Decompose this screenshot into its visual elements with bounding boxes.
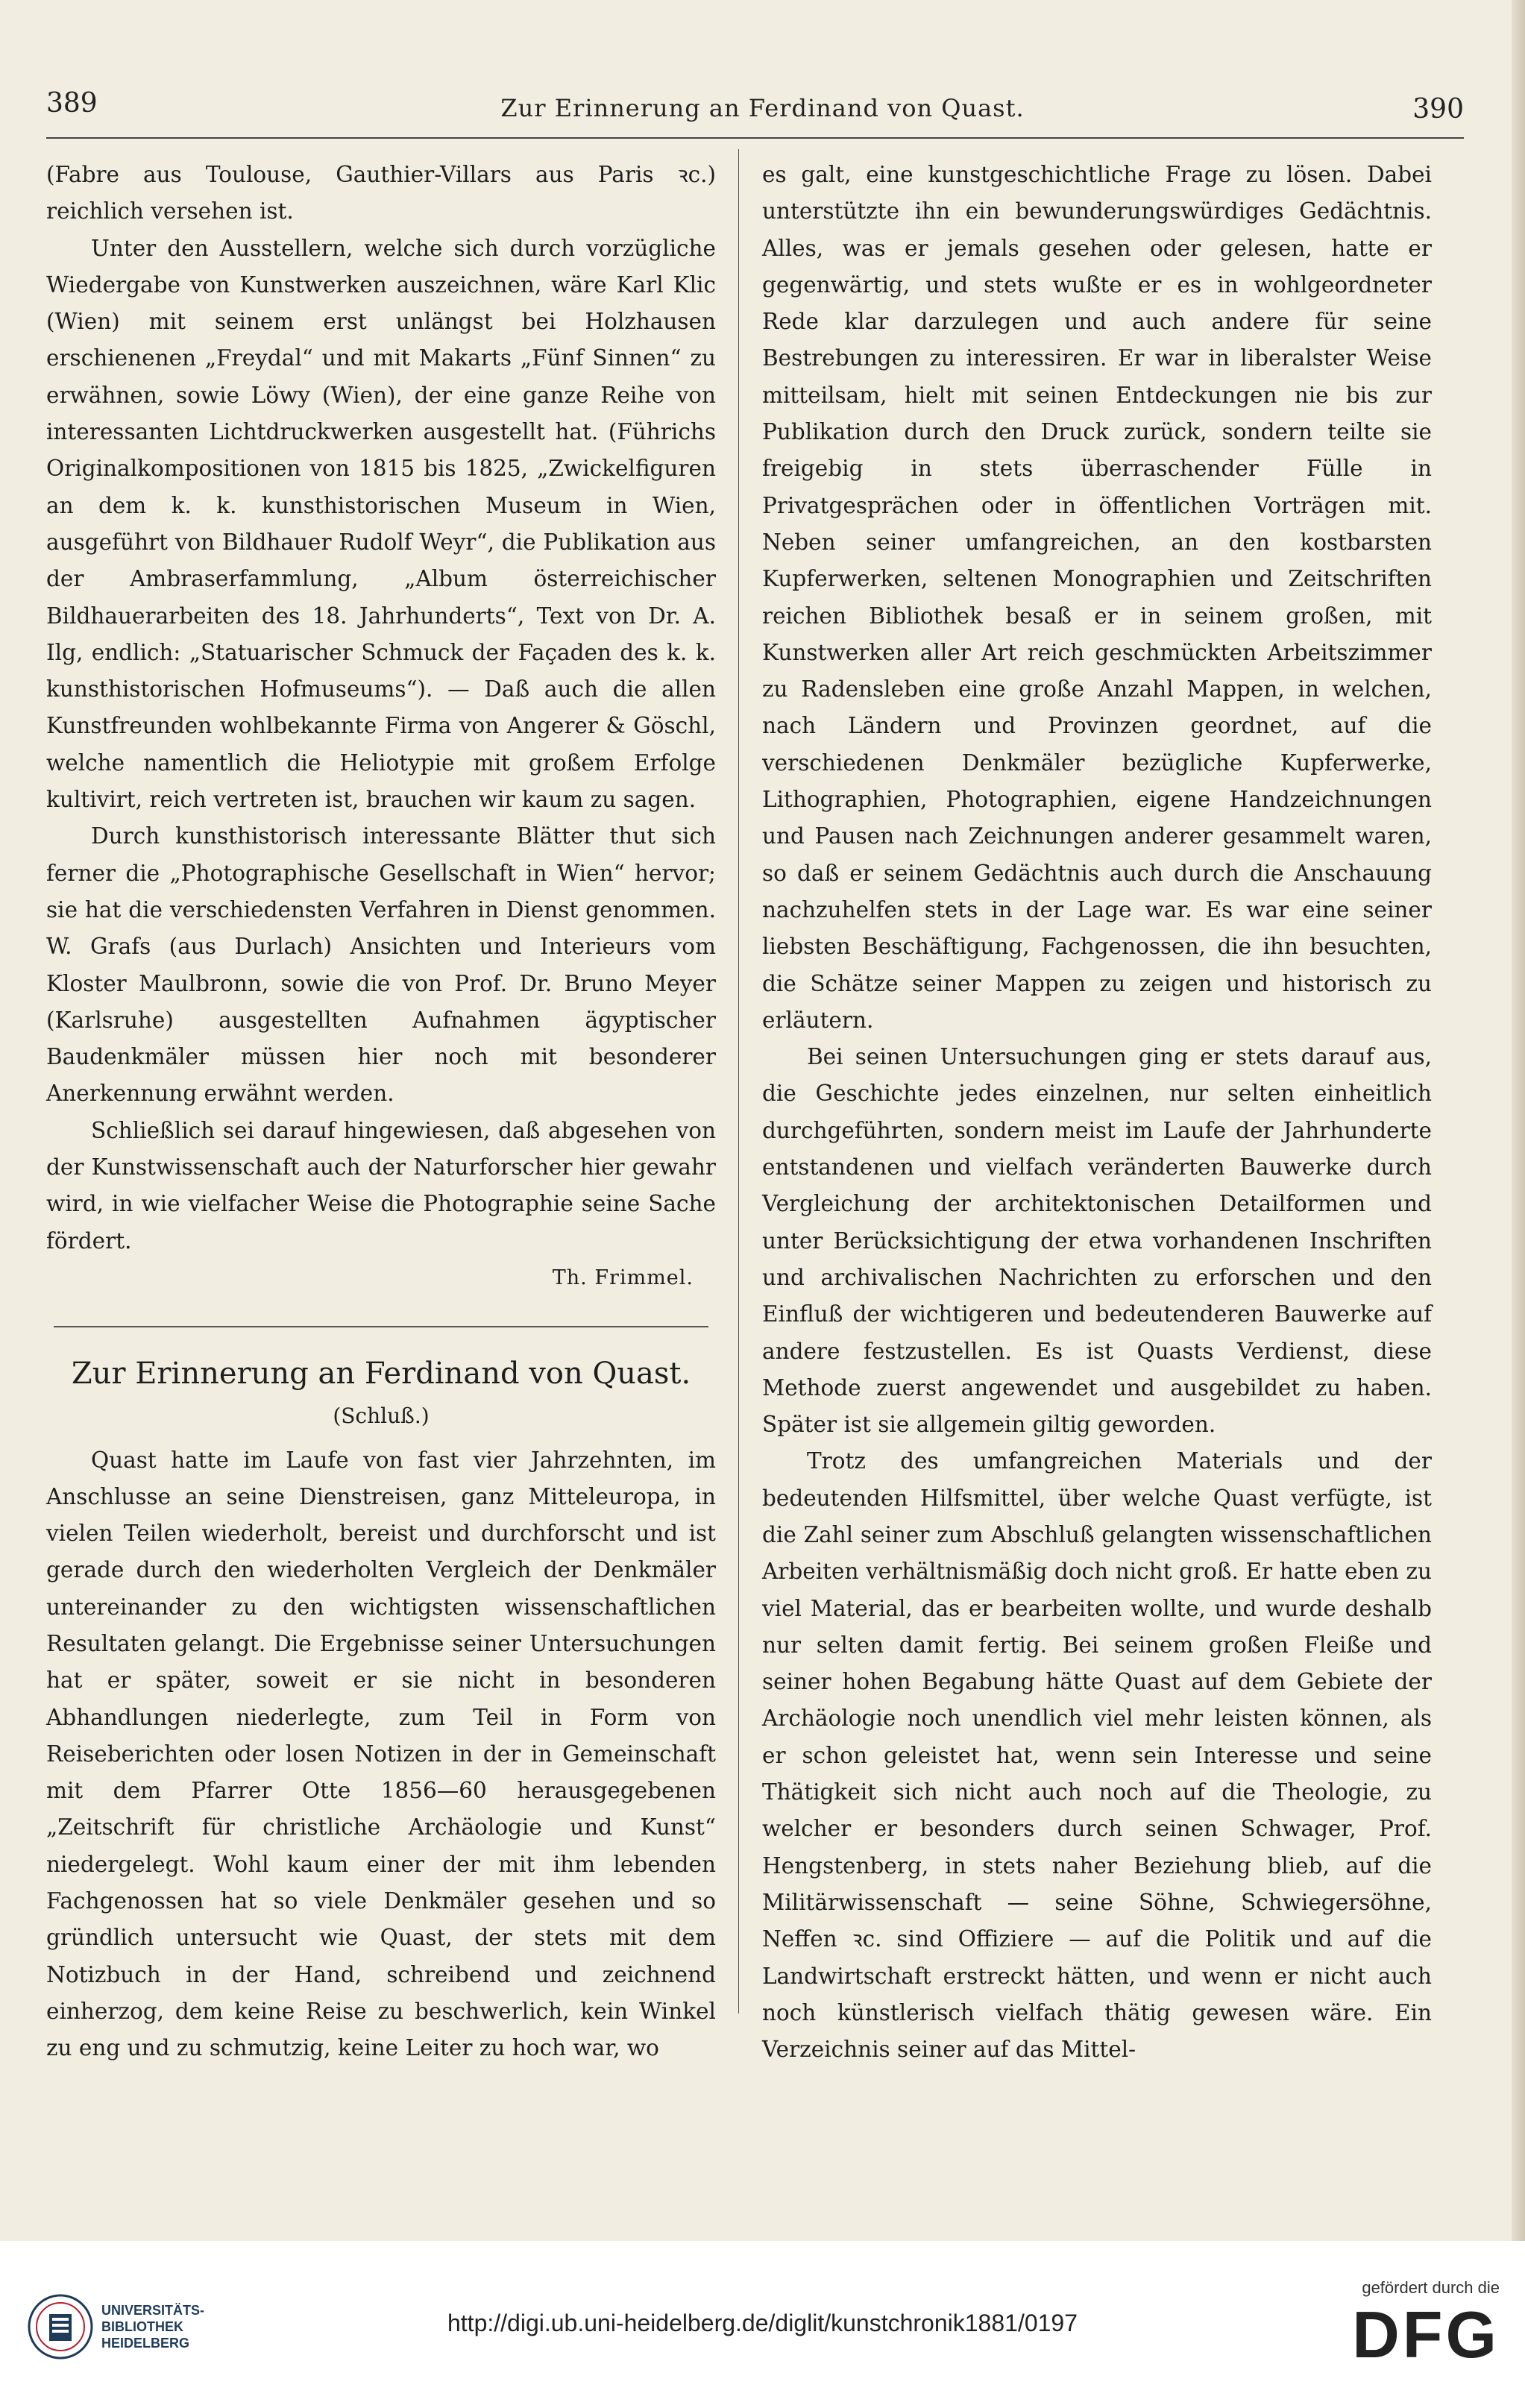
section-divider (54, 1326, 708, 1327)
page-number-left: 389 (46, 88, 98, 119)
paragraph: es galt, eine kunstgeschichtliche Frage zu lösen. Dabei unterstützte ihn ein bewunderungswürdiges Gedächtnis. Alles, was er jemals gesehen oder gelesen, hatte er gegenwärtig, und stets wußte er es in wohlgeordneter Rede klar darzulegen und auch andere für seine Bestrebungen zu interessiren. Er war in liberalster Weise mitteilsam, hielt mit seinen Entdeckungen nie bis zur Publikation durch den Druck zurück, sondern teilte sie freigebig in stets überraschender Fülle in Privatgesprächen oder in öffentlichen Vorträgen mit. Neben seiner umfangreichen, an den kostbarsten Kupferwerken, seltenen Monographien und Zeitschriften reichen Bibliothek besaß er in seinem großen, mit Kunstwerken aller Art reich geschmückten Arbeitszimmer zu Radensleben eine große Anzahl Mappen, in welchen, nach Ländern und Provinzen geordnet, auf die verschiedenen Denkmäler bezügliche Kupferwerke, Lithographien, Photographien, eigene Handzeichnungen und Pausen nach Zeichnungen anderer gesammelt waren, so daß er seinem Gedächtnis auch durch die Anschauung nachzuhelfen stets in der Lage war. Es war eine seiner liebsten Beschäftigung, Fachgenossen, die ihn besuchten, die Schätze seiner Mappen zu zeigen und historisch zu erläutern. (762, 162, 1432, 1033)
column-divider (738, 149, 739, 2014)
dfg-wordmark: DFG (1352, 2298, 1500, 2371)
funded-by-caption: gefördert durch die (1362, 2278, 1500, 2297)
article-subtitle: (Schluß.) (333, 1403, 430, 1429)
page-number-right: 390 (1412, 94, 1464, 125)
paragraph: Unter den Ausstellern, welche sich durch vorzügliche Wiedergabe von Kunstwerken auszeichnen, wäre Karl Klic (Wien) mit seinem erst unlängst bei Holzhausen erschienenen „Freydal“ und mit Makarts „Fünf Sinnen“ zu erwähnen, sowie Löwy (Wien), der eine ganze Reihe von interessanten Lichtdruckwerken ausgestellt hat. (Führichs Originalkompositionen von 1815 bis 1825, „Zwickelfiguren an dem k. k. kunsthistorischen Museum in Wien, ausgeführt von Bildhauer Rudolf Weyr“, die Publikation aus der Ambraserfammlung, „Album österreichischer Bildhauerarbeiten des 18. Jahrhunderts“, Text von Dr. A. Ilg, endlich: „Statuarischer Schmuck der Façaden des k. k. kunsthistorischen Hofmuseums“). — Daß auch die allen Kunstfreunden wohlbekannte Firma von Angerer & Göschl, welche namentlich die Heliotypie mit großem Erfolge kultivirt, reich vertreten ist, brauchen wir kaum zu sagen. (46, 235, 716, 813)
paragraph: Schließlich sei darauf hingewiesen, daß abgesehen von der Kunstwissenschaft auch der Naturforscher hier gewahr wird, in wie vielfacher Weise die Photographie seine Sache fördert. (46, 1117, 716, 1254)
library-name-line: UNIVERSITÄTS- (101, 2303, 205, 2318)
article-title: Zur Erinnerung an Ferdinand von Quast. (71, 1357, 691, 1392)
author-signature: Th. Frimmel. (552, 1266, 694, 1289)
page-footer (0, 2241, 1525, 2408)
page-header (0, 88, 1525, 133)
header-rule (46, 137, 1464, 139)
right-column (762, 157, 1432, 2068)
source-url-link[interactable]: http://digi.ub.uni-heidelberg.de/diglit/kunstchronik1881/0197 (447, 2310, 1078, 2336)
library-name-line: BIBLIOTHEK (101, 2319, 183, 2334)
paragraph: Bei seinen Untersuchungen ging er stets darauf aus, die Geschichte jedes einzelnen, nur selten einheitlich durchgeführten, sondern meist im Laufe der Jahrhunderte entstandenen und vielfach veränderten Bauwerke durch Vergleichung der architektonischen Detailformen und unter Berücksichtigung der etwa vorhandenen Inschriften und archivalischen Nachrichten zu erforschen und den Einfluß der wichtigeren und bedeutenderen Bauwerke auf andere festzustellen. Es ist Quasts Verdienst, diese Methode zuerst angewendet und ausgebildet zu haben. Später ist sie allgemein giltig geworden. (762, 1044, 1432, 1438)
paragraph: Durch kunsthistorisch interessante Blätter thut sich ferner die „Photographische Gesellschaft in Wien“ hervor; sie hat die verschiedensten Verfahren in Dienst genommen. W. Grafs (aus Durlach) Ansichten und Interieurs vom Kloster Maulbronn, sowie die von Prof. Dr. Bruno Meyer (Karlsruhe) ausgestellten Aufnahmen ägyptischer Baudenkmäler müssen hier noch mit besonderer Anerkennung erwähnt werden. (46, 823, 716, 1107)
left-column (46, 157, 716, 2067)
dfg-logo[interactable] (1321, 2278, 1500, 2390)
library-name-line: HEIDELBERG (101, 2336, 190, 2351)
paragraph: Quast hatte im Laufe von fast vier Jahrzehnten, im Anschlusse an seine Dienstreisen, ganz Mitteleuropa, in vielen Teilen wiederholt, bereist und durchforscht und ist gerade durch den wiederholten Vergleich der Denkmäler untereinander zu den wichtigsten wissenschaftlichen Resultaten gelangt. Die Ergebnisse seiner Untersuchungen hat er später, soweit er sie nicht in besonderen Abhandlungen niederlegte, zum Teil in Form von Reiseberichten oder losen Notizen in der in Gemeinschaft mit dem Pfarrer Otte 1856—60 herausgegebenen „Zeitschrift für christliche Archäologie und Kunst“ niedergelegt. Wohl kaum einer der mit ihm lebenden Fachgenossen hat so viele Denkmäler gesehen und so gründlich untersucht wie Quast, der stets mit dem Notizbuch in der Hand, schreibend und zeichnend einherzog, dem keine Reise zu beschwerlich, kein Winkel zu eng und zu schmutzig, keine Leiter zu hoch war, wo (46, 1447, 716, 2061)
paragraph: (Fabre aus Toulouse, Gauthier-Villars aus Paris ꝛc.) reichlich versehen ist. (46, 162, 716, 224)
running-title: Zur Erinnerung an Ferdinand von Quast. (500, 94, 1025, 122)
paragraph: Trotz des umfangreichen Materials und der bedeutenden Hilfsmittel, über welche Quast verfügte, ist die Zahl seiner zum Abschluß gelangten wissenschaftlichen Arbeiten verhältnismäßig doch nicht groß. Er hatte eben zu viel Material, das er bearbeiten wollte, und wurde deshalb nur selten damit fertig. Bei seinem großen Fleiße und seiner hohen Begabung hätte Quast auf dem Gebiete der Archäologie noch unendlich viel mehr leisten können, als er schon geleistet hat, wenn sein Interesse und seine Thätigkeit sich nicht auch noch auf die Theologie, zu welcher er besonders durch seinen Schwager, Prof. Hengstenberg, in stets naher Beziehung blieb, auf die Militärwissenschaft — seine Söhne, Schwiegersöhne, Neffen ꝛc. sind Offiziere — auf die Politik und auf die Landwirtschaft erstreckt hätten, und wenn er nicht auch noch künstlerisch vielfach thätig gewesen wäre. Ein Verzeichnis seiner auf das Mittel- (762, 1448, 1432, 2063)
